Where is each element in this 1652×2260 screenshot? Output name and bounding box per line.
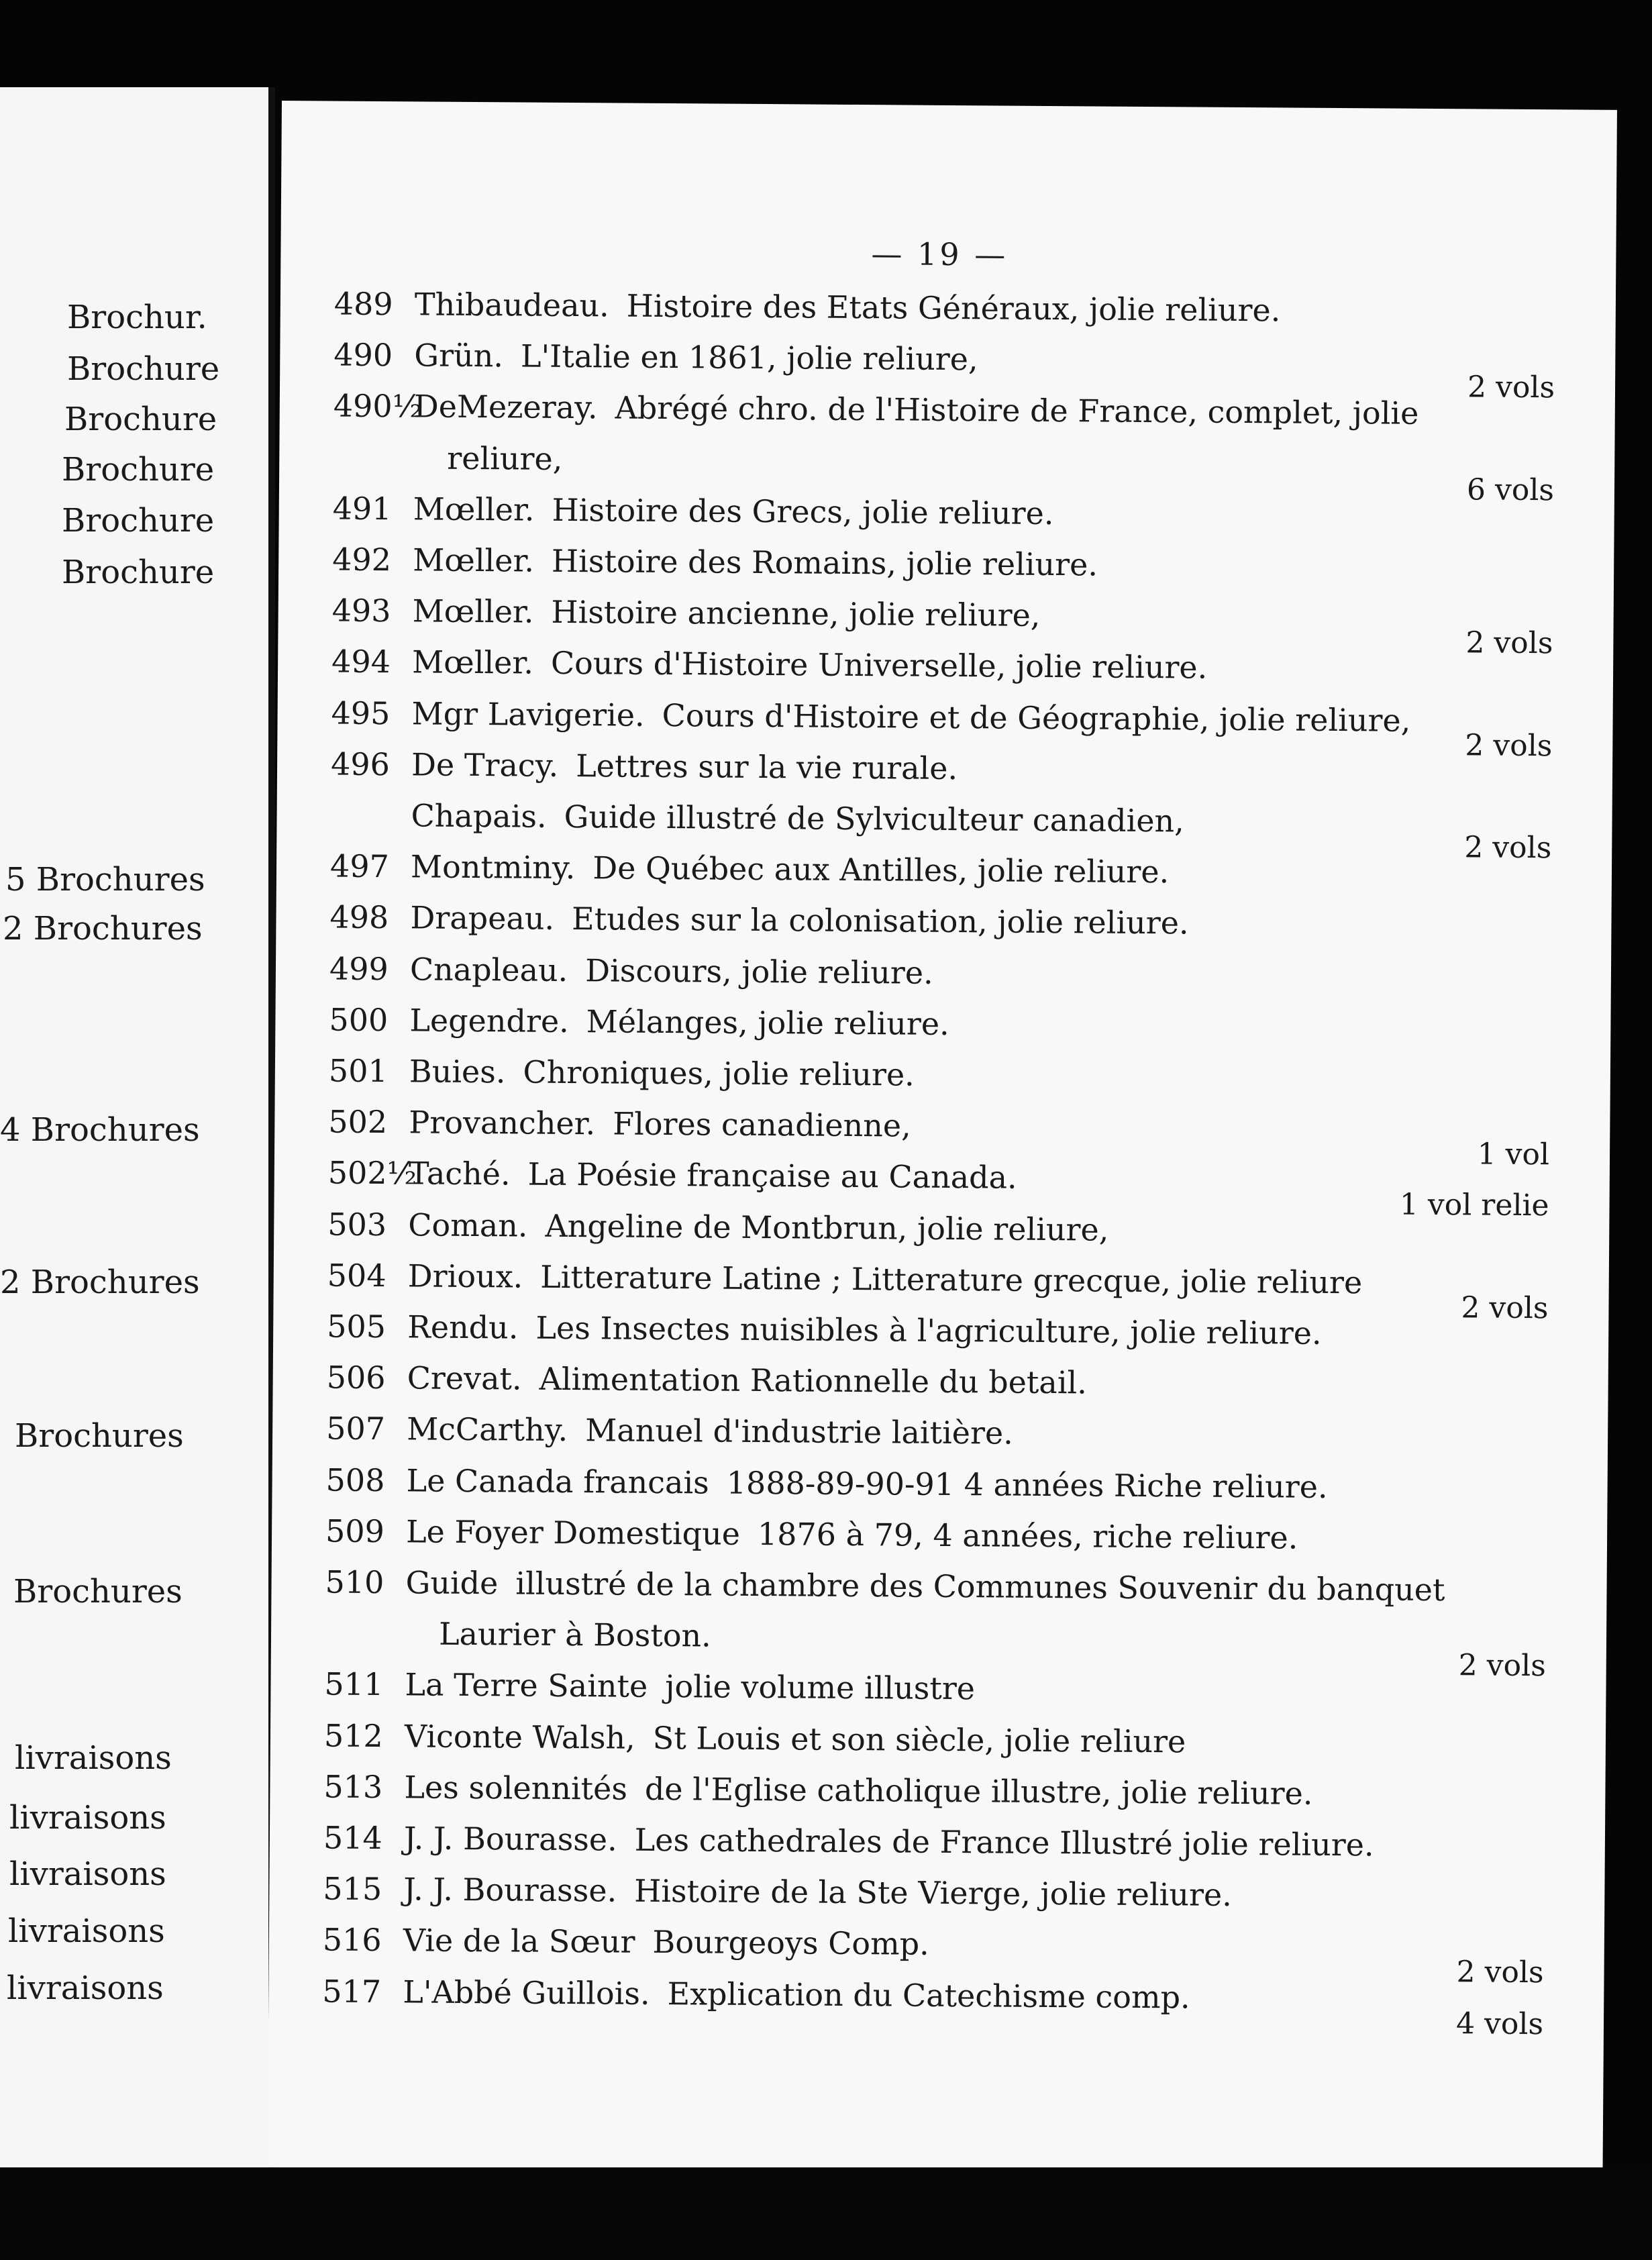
catalogue-entry xyxy=(273,1308,1608,1364)
catalogue-entry xyxy=(276,950,1611,1007)
entry-text xyxy=(413,542,1098,582)
entry-author: Le Foyer Domestique xyxy=(405,1513,741,1552)
entry-number: 494 xyxy=(331,643,391,680)
entry-volumes: 1 vol relie xyxy=(1399,1188,1549,1223)
entry-number: 503 xyxy=(327,1206,387,1243)
entry-text xyxy=(411,695,1410,738)
entry-title: illustré de la chambre des Communes Souvenir du banquet xyxy=(515,1565,1445,1608)
entry-author: Grün. xyxy=(414,337,504,374)
entry-title: Laurier à Boston. xyxy=(438,1615,711,1654)
entry-number: 507 xyxy=(325,1410,386,1447)
entry-text xyxy=(410,951,933,990)
entry-author: Guide xyxy=(405,1564,499,1602)
catalogue-entry xyxy=(277,695,1612,763)
catalogue-entry xyxy=(280,387,1615,444)
catalogue-entry xyxy=(278,643,1613,699)
entry-number: 505 xyxy=(327,1308,386,1345)
entry-number: 509 xyxy=(325,1512,385,1549)
entry-text xyxy=(407,1308,1322,1351)
entry-number: 513 xyxy=(323,1768,383,1805)
entry-author: Provancher. xyxy=(409,1104,596,1142)
catalogue-entry xyxy=(269,1870,1604,1927)
entry-number xyxy=(333,439,407,440)
entry-number: 500 xyxy=(329,1001,389,1038)
entry-author: Les solennités xyxy=(404,1769,628,1807)
entry-title: Les Insectes nuisibles à l'agriculture, jolie reliure. xyxy=(535,1309,1322,1351)
left-page-label: livraisons xyxy=(9,1855,166,1893)
entry-volumes: 4 vols xyxy=(1455,2006,1544,2041)
left-page-label: 2 Brochures xyxy=(0,1264,200,1301)
catalogue-entry xyxy=(274,1103,1610,1172)
entry-title: Cours d'Histoire Universelle, jolie reliure. xyxy=(550,645,1208,686)
entry-title: Histoire des Romains, jolie reliure. xyxy=(551,542,1098,583)
entry-number xyxy=(331,797,405,798)
entry-author: Mœller. xyxy=(413,491,535,528)
left-page-label: livraisons xyxy=(7,1969,164,2007)
entry-text xyxy=(415,286,1281,328)
entry-text xyxy=(406,1462,1327,1505)
entry-title: Les cathedrales de France Illustré jolie reliure. xyxy=(634,1821,1374,1863)
entry-volumes: 2 vols xyxy=(1465,727,1553,763)
entry-number: 514 xyxy=(323,1819,382,1857)
entry-author: Mœller. xyxy=(413,542,535,579)
catalogue-entry xyxy=(278,592,1613,661)
right-page xyxy=(267,101,1616,2177)
entry-number: 490½ xyxy=(333,387,423,425)
entry-number: 504 xyxy=(327,1257,386,1294)
entry-text xyxy=(409,1105,911,1144)
catalogue-entry xyxy=(277,746,1612,802)
catalogue-entry xyxy=(276,848,1612,904)
catalogue-entry xyxy=(274,1154,1610,1223)
entry-text xyxy=(413,491,1054,531)
entry-title: La Poésie française au Canada. xyxy=(527,1155,1017,1196)
catalogue-entry xyxy=(273,1257,1608,1326)
catalogue-entry xyxy=(268,1973,1604,2041)
entry-number: 496 xyxy=(330,746,391,782)
entry-author: Vie de la Sœur xyxy=(403,1922,635,1961)
entry-number: 506 xyxy=(326,1359,386,1396)
entry-author: DeMezeray. xyxy=(413,388,598,426)
catalogue-entry xyxy=(278,541,1614,597)
entry-number: 512 xyxy=(323,1717,383,1754)
entry-number: 497 xyxy=(329,848,390,885)
entry-title: Alimentation Rationnelle du betail. xyxy=(539,1360,1088,1401)
entry-number: 489 xyxy=(333,285,393,323)
entry-text xyxy=(404,1820,1374,1863)
catalogue-entry xyxy=(271,1563,1606,1620)
left-page-label: Brochure xyxy=(64,401,217,438)
entry-title: Abrégé chro. de l'Histoire de France, complet, jolie xyxy=(615,389,1419,432)
entry-number xyxy=(325,1615,399,1616)
entry-text xyxy=(414,338,978,378)
entry-title: Discours, jolie reliure. xyxy=(585,952,933,991)
entry-text xyxy=(405,1564,1445,1608)
entry-title: Histoire des Grecs, jolie reliure. xyxy=(552,491,1054,531)
entry-title: jolie volume illustre xyxy=(665,1668,976,1707)
entry-text xyxy=(403,1922,929,1962)
entry-volumes: 2 vols xyxy=(1465,625,1553,661)
entry-text xyxy=(403,1871,1232,1914)
entry-author: Mgr Lavigerie. xyxy=(411,695,645,733)
entry-title: Histoire de la Ste Vierge, jolie reliure. xyxy=(634,1872,1233,1914)
entry-author: Buies. xyxy=(409,1053,506,1090)
entry-title: Bourgeoys Comp. xyxy=(652,1924,929,1963)
entry-number: 502 xyxy=(328,1103,388,1141)
entry-title: Angeline de Montbrun, jolie reliure, xyxy=(545,1207,1109,1248)
entry-title: 1876 à 79, 4 années, riche reliure. xyxy=(757,1515,1298,1556)
entry-title: Flores canadienne, xyxy=(613,1105,911,1144)
entry-title: De Québec aux Antilles, jolie reliure. xyxy=(592,850,1170,890)
catalogue-entry xyxy=(275,1052,1610,1109)
catalogue-entry xyxy=(272,1512,1607,1569)
entry-author: J. J. Bourasse. xyxy=(403,1871,617,1909)
entry-number: 495 xyxy=(331,695,391,731)
catalogue-entry xyxy=(269,1921,1604,1990)
entry-author: Cnapleau. xyxy=(409,950,568,988)
entry-text xyxy=(408,1206,1108,1247)
entry-number: 516 xyxy=(322,1921,382,1959)
entry-author: Mœller. xyxy=(411,644,534,682)
entry-number: 502½ xyxy=(327,1154,417,1192)
entry-title: reliure, xyxy=(447,440,563,477)
entry-author: La Terre Sainte xyxy=(405,1666,648,1705)
entry-author: Viconte Walsh, xyxy=(404,1717,635,1756)
entry-number: 498 xyxy=(329,898,389,936)
entry-title: Histoire ancienne, jolie reliure, xyxy=(551,594,1041,634)
entry-author: Rendu. xyxy=(407,1308,519,1346)
entry-author: De Tracy. xyxy=(411,746,559,784)
entry-text xyxy=(403,1973,1190,2015)
entry-title: Histoire des Etats Généraux, jolie reliure. xyxy=(626,287,1281,329)
entry-volumes: 2 vols xyxy=(1467,370,1555,405)
entry-title: St Louis et son siècle, jolie reliure xyxy=(652,1719,1186,1760)
entry-text xyxy=(411,849,1170,890)
entry-author: Thibaudeau. xyxy=(414,286,609,324)
entry-text xyxy=(411,746,958,786)
left-page-label: Brochure xyxy=(67,350,220,388)
entry-number: 491 xyxy=(332,490,392,527)
catalogue-entry xyxy=(270,1665,1606,1722)
catalogue-entry xyxy=(274,1206,1609,1262)
entry-title: Etudes sur la colonisation, jolie reliure. xyxy=(571,901,1189,941)
catalogue-entry xyxy=(279,439,1614,507)
entry-number: 510 xyxy=(325,1563,384,1601)
left-page-label: Brochures xyxy=(15,1417,184,1455)
entry-author: L'Abbé Guillois. xyxy=(403,1973,650,2012)
left-page-label: Brochure xyxy=(62,502,215,540)
entry-text xyxy=(411,797,1184,839)
left-page-label: livraisons xyxy=(9,1799,166,1837)
entry-volumes: 1 vol xyxy=(1477,1137,1550,1172)
catalogue-entry xyxy=(272,1359,1608,1415)
entry-author: Taché. xyxy=(408,1155,511,1192)
entry-text xyxy=(405,1718,1186,1759)
entry-title: Mélanges, jolie reliure. xyxy=(586,1003,949,1042)
entry-title: Explication du Catechisme comp. xyxy=(667,1975,1190,2016)
entry-text xyxy=(405,1667,975,1707)
scan-border xyxy=(0,2167,1652,2260)
entry-text xyxy=(409,1155,1017,1196)
catalogue-entry xyxy=(278,490,1614,546)
entry-volumes: 2 vols xyxy=(1458,1648,1546,1684)
entry-title: Lettres sur la vie rurale. xyxy=(575,747,958,786)
entry-number: 490 xyxy=(333,336,393,374)
entry-volumes: 2 vols xyxy=(1456,1955,1544,1990)
catalogue-entry xyxy=(272,1410,1608,1466)
left-page-label: Brochure xyxy=(62,451,215,489)
entry-author: J. J. Bourasse. xyxy=(403,1820,617,1858)
entry-author: Legendre. xyxy=(409,1002,569,1039)
entry-author: McCarthy. xyxy=(406,1410,568,1449)
entry-title: de l'Eglise catholique illustre, jolie reliure. xyxy=(644,1770,1313,1812)
entry-number: 499 xyxy=(329,950,389,987)
left-page-label: Brochures xyxy=(13,1573,183,1610)
entry-title: Guide illustré de Sylviculteur canadien, xyxy=(564,798,1184,839)
left-page-label: Brochur. xyxy=(67,299,207,336)
catalogue-entry xyxy=(270,1768,1605,1825)
entry-volumes: 2 vols xyxy=(1464,830,1552,866)
entry-title: Cours d'Histoire et de Géographie, jolie reliure, xyxy=(662,697,1411,739)
entry-volumes: 6 vols xyxy=(1466,472,1555,507)
catalogue-entry xyxy=(270,1819,1605,1876)
entry-text xyxy=(409,1002,949,1042)
entry-author: Drioux. xyxy=(407,1257,523,1295)
catalogue-entry xyxy=(276,797,1612,866)
entry-text xyxy=(404,1769,1312,1811)
entry-number: 517 xyxy=(322,1973,382,2010)
entry-author: Le Canada francais xyxy=(406,1461,709,1501)
entry-number: 492 xyxy=(332,541,392,578)
entry-author: Coman. xyxy=(408,1206,528,1244)
page-number: — 19 — xyxy=(871,236,1009,273)
entry-author: Chapais. xyxy=(411,797,547,835)
left-page-label: 5 Brochures xyxy=(5,861,205,898)
entry-title: L'Italie en 1861, jolie reliure, xyxy=(520,338,978,378)
entry-text xyxy=(406,1513,1298,1555)
left-page-label: 4 Brochures xyxy=(0,1111,200,1149)
entry-text xyxy=(439,1616,711,1654)
entry-title: Litterature Latine ; Litterature grecque, jolie reliure xyxy=(540,1258,1363,1301)
entry-author: Montminy. xyxy=(410,848,576,886)
entry-number: 515 xyxy=(323,1870,382,1908)
entry-text xyxy=(407,1360,1088,1401)
catalogue-entry xyxy=(280,285,1616,342)
left-page-label: 2 Brochures xyxy=(3,910,203,947)
entry-number: 493 xyxy=(331,592,391,629)
left-page-label: livraisons xyxy=(8,1912,165,1950)
entry-number: 511 xyxy=(324,1665,384,1703)
catalogue-entry xyxy=(280,336,1615,405)
entry-author: Drapeau. xyxy=(410,899,555,937)
catalogue-entry xyxy=(270,1717,1606,1774)
entry-text xyxy=(408,1257,1363,1300)
left-page-label: Brochure xyxy=(62,554,215,591)
entry-title: 1888-89-90-91 4 années Riche reliure. xyxy=(726,1464,1328,1505)
entry-author: Mœller. xyxy=(412,593,534,630)
entry-title: Manuel d'industrie laitière. xyxy=(585,1412,1014,1452)
entry-text xyxy=(447,440,562,476)
catalogue-entry xyxy=(275,1001,1610,1058)
entry-text xyxy=(410,900,1189,941)
entry-volumes: 2 vols xyxy=(1461,1290,1549,1326)
entry-title: Chroniques, jolie reliure. xyxy=(523,1054,915,1093)
catalogue-entry xyxy=(272,1461,1607,1518)
entry-text xyxy=(413,593,1041,634)
entry-text xyxy=(412,644,1207,686)
entry-text xyxy=(407,1411,1013,1451)
entry-text xyxy=(409,1053,915,1092)
entry-author: Crevat. xyxy=(407,1359,522,1397)
entry-number: 501 xyxy=(328,1052,388,1090)
entry-text xyxy=(414,389,1419,431)
left-page-label: livraisons xyxy=(15,1739,172,1777)
entry-number: 508 xyxy=(325,1461,385,1498)
catalogue-entry xyxy=(276,898,1611,955)
